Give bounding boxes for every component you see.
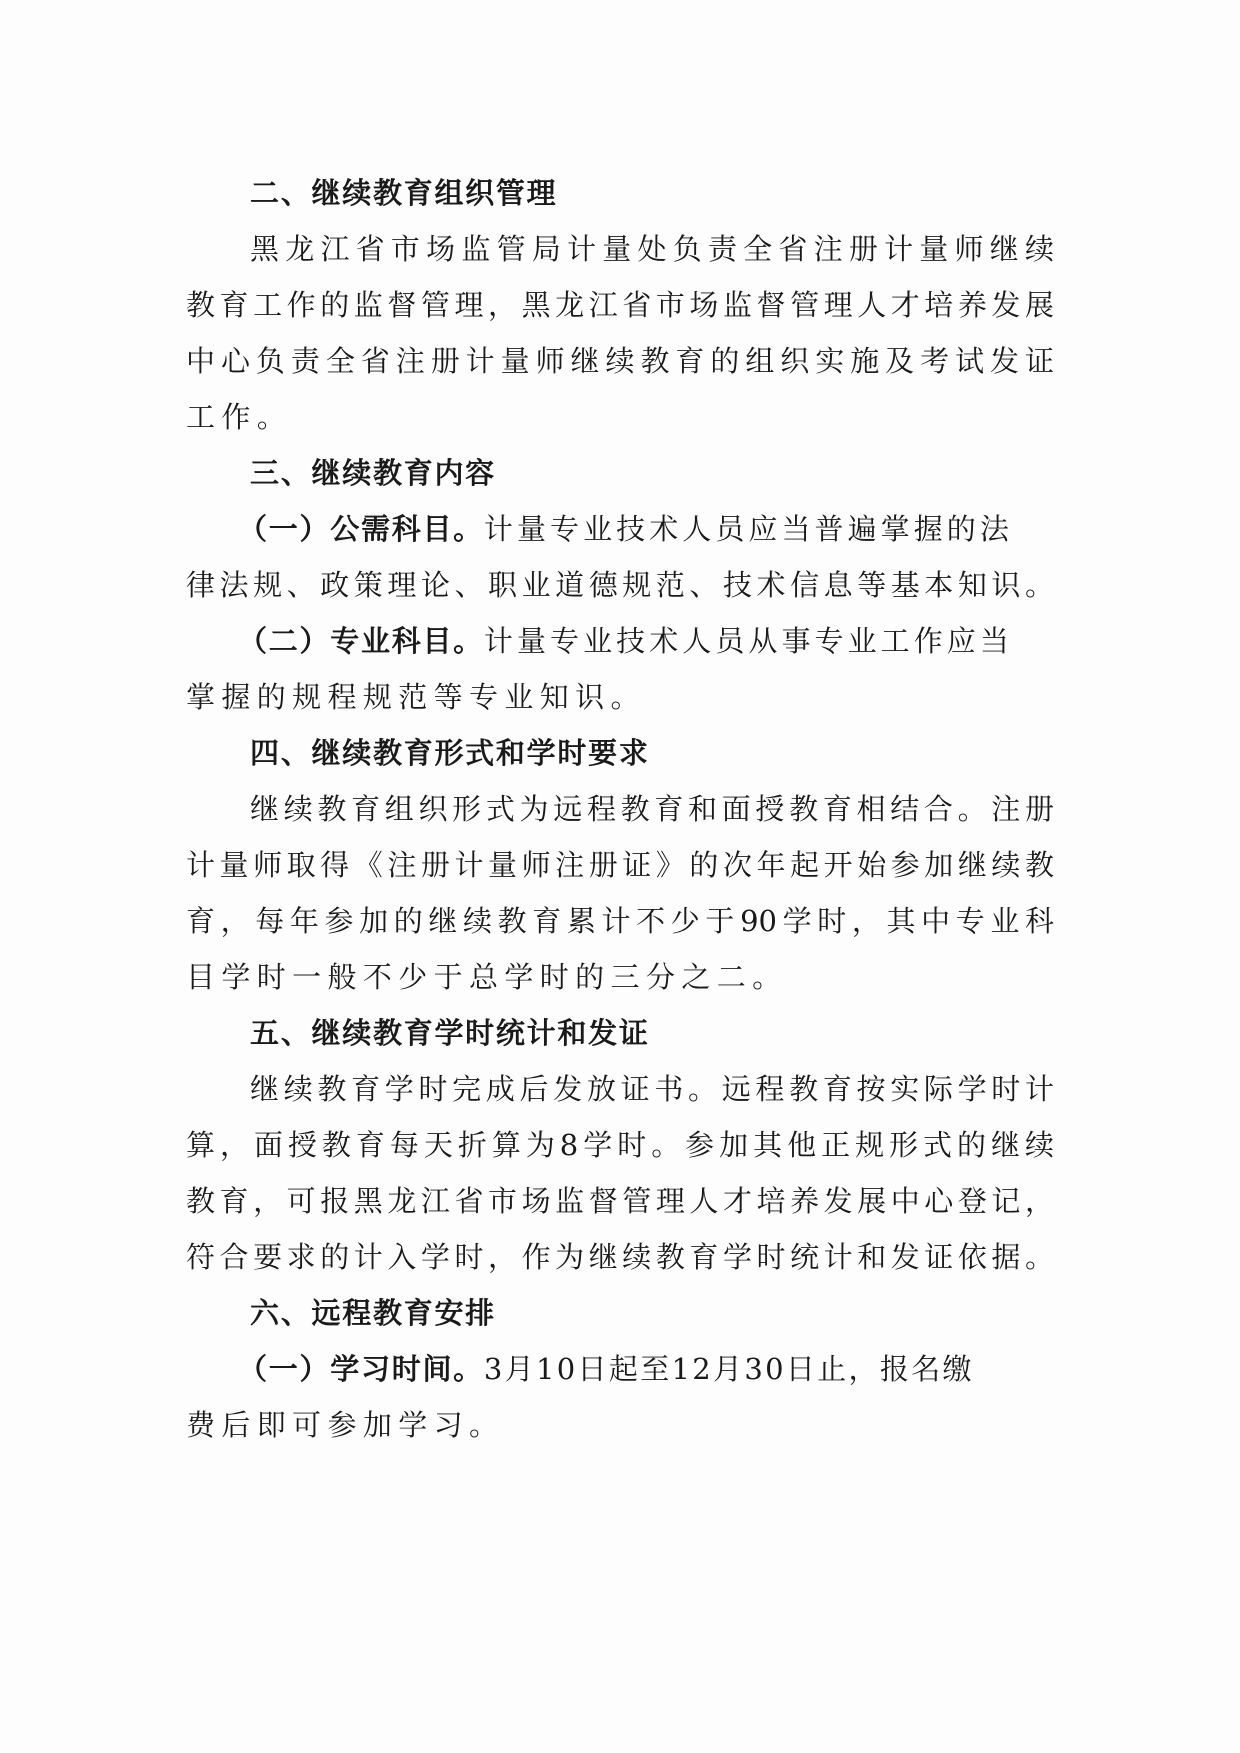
paragraph-text: 计量专业技术人员应当普遍掌握的法 [483,512,1013,546]
section-heading-6: 六、远程教育安排 [250,1296,496,1330]
paragraph-line: 教育，可报黑龙江省市场监督管理人才培养发展中心登记， [186,1184,1054,1218]
subsection-line [238,498,1054,560]
paragraph-line: 算，面授教育每天折算为8学时。参加其他正规形式的继续 [186,1128,1054,1162]
paragraph-line: 继续教育学时完成后发放证书。远程教育按实际学时计 [250,1072,1054,1106]
paragraph-line: 律法规、政策理论、职业道德规范、技术信息等基本知识。 [186,568,1054,602]
subsection-line [238,1338,1054,1400]
paragraph-line: 计量师取得《注册计量师注册证》的次年起开始参加继续教 [186,848,1054,882]
paragraph-line: 中心负责全省注册计量师继续教育的组织实施及考试发证 [186,344,1054,378]
paragraph-line: 掌握的规程规范等专业知识。 [186,680,646,714]
section-heading-4: 四、继续教育形式和学时要求 [250,736,650,770]
section-heading-3: 三、继续教育内容 [250,456,496,490]
paragraph-line: 费后即可参加学习。 [186,1408,505,1442]
subsection-line [238,610,1054,672]
paragraph-line: 符合要求的计入学时，作为继续教育学时统计和发证依据。 [186,1240,1054,1274]
paragraph-line: 工作。 [186,400,293,434]
subsection-label: （一）公需科目。 [238,512,484,546]
paragraph-line: 教育工作的监督管理，黑龙江省市场监督管理人才培养发展 [186,288,1054,322]
subsection-label: （二）专业科目。 [238,624,484,658]
paragraph-line: 继续教育组织形式为远程教育和面授教育相结合。注册 [250,792,1054,826]
paragraph-line: 黑龙江省市场监管局计量处负责全省注册计量师继续 [250,232,1054,266]
subsection-label: （一）学习时间。 [238,1352,484,1386]
paragraph-line: 目学时一般不少于总学时的三分之二。 [186,960,788,994]
section-heading-5: 五、继续教育学时统计和发证 [250,1016,650,1050]
section-heading-2: 二、继续教育组织管理 [250,176,558,210]
paragraph-text: 3月10日起至12月30日止，报名缴 [483,1352,974,1386]
paragraph-line: 育，每年参加的继续教育累计不少于90学时，其中专业科 [186,904,1054,938]
paragraph-text: 计量专业技术人员从事专业工作应当 [483,624,1013,658]
